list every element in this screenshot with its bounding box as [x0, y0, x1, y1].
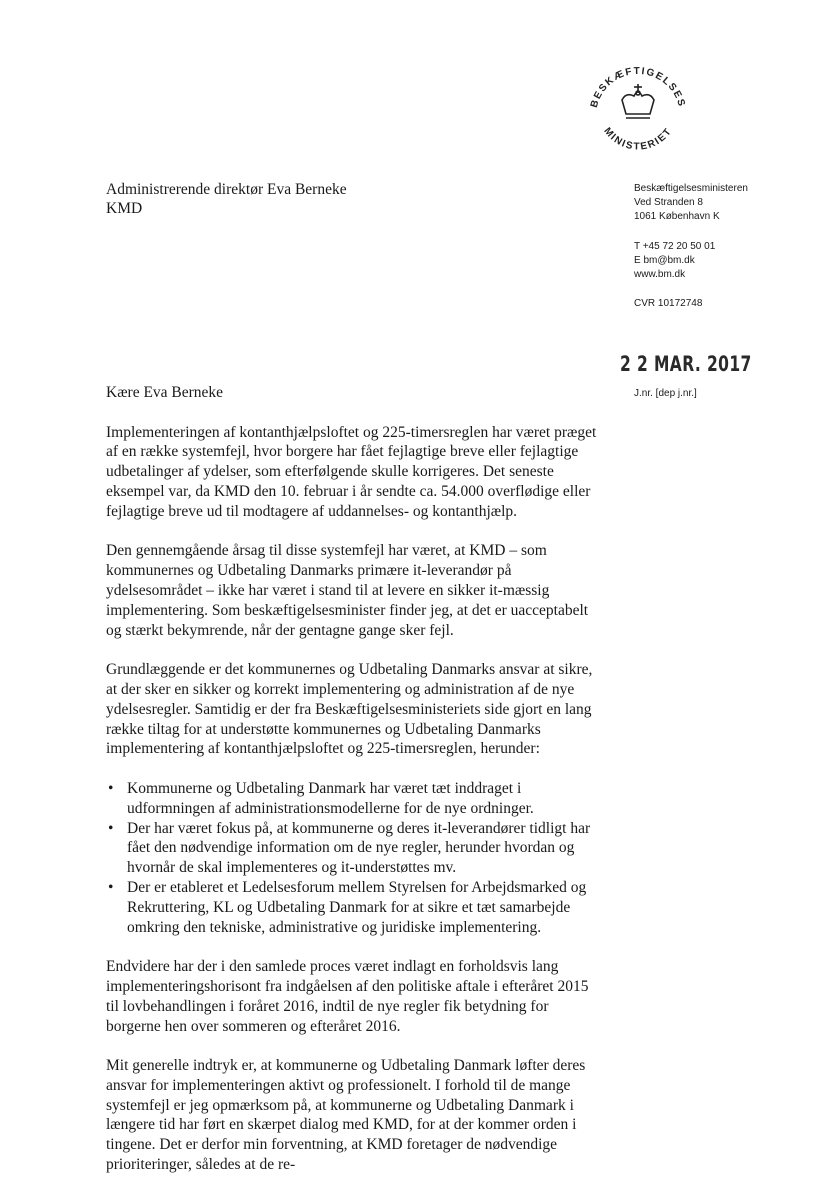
- seal-text-bottom: MINISTERIET: [601, 125, 675, 153]
- seal-text-top: BESKÆFTIGELSES: [588, 65, 688, 109]
- list-item: [106, 878, 602, 937]
- addressee-block: [106, 180, 347, 218]
- list-item-text: Der er etableret et Ledelsesforum mellem Styrelsen for Arbejdsmarked og Rekruttering, KL og Udbetaling Danmark for at sikre et tæt samarbejde omkring den tekniske, administrative og juridiske implementering.: [127, 878, 587, 936]
- ministry-seal: [582, 56, 694, 168]
- sender-name: Beskæftigelsesministeren: [634, 183, 748, 194]
- bullet-icon: •: [108, 819, 114, 837]
- paragraph-3: Grundlæggende er det kommunernes og Udbetaling Danmarks ansvar at sikre, at der sker en sikker og korrekt implementering og administration af de nye ydelsesregler. Samtidig er der fra Beskæftigelsesministeriets side gjort en lang række tiltag for at understøtte kommunernes og Udbetaling Danmarks implementering af kontanthjælpsloftet og 225-timersreglen, herunder:: [106, 661, 593, 758]
- sender-web: www.bm.dk: [634, 269, 686, 281]
- crown-icon: [582, 56, 694, 168]
- addressee-name: Administrerende direktør Eva Berneke: [106, 181, 347, 198]
- date-stamp: 2 2 MAR. 2017: [620, 352, 752, 376]
- list-item-text: Kommunerne og Udbetaling Danmark har været tæt inddraget i udformningen af administrationsmodellerne for de nye ordninger.: [127, 779, 534, 817]
- sender-street: Ved Stranden 8: [634, 197, 703, 209]
- paragraph-1: Implementeringen af kontanthjælpsloftet og 225-timersreglen har været præget af en række systemfejl, hvor borgere har fået fejlagtige breve eller fejlagtige udbetalinger af ydelser, som efterfølgende skulle korrigeres. Det seneste eksempel var, da KMD den 10. februar i år sendte ca. 54.000 overflødige eller fejlagtige breve ud til modtagere af uddannelses- og kontanthjælp.: [106, 423, 597, 520]
- svg-text:MINISTERIET: [601, 126, 674, 153]
- list-item-text: Der har været fokus på, at kommunerne og deres it-leverandører tidligt har fået den nødvendige information om de nye regler, herunder hvordan og hvornår de skal implementeres og it-understøttes mv.: [127, 819, 591, 877]
- bullet-icon: •: [108, 779, 114, 797]
- sender-phone: T +45 72 20 50 01: [634, 240, 716, 252]
- paragraph-2: Den gennemgående årsag til disse systemfejl har været, at KMD – som kommunernes og Udbetaling Danmarks primære it-leverandør på ydelsesområdet – ikke har været i stand til at levere en sikker it-mæssig implementering. Som beskæftigelsesminister finder jeg, at det er uacceptabelt og stærkt bekymrende, når der gentagne gange sker fejl.: [106, 542, 589, 639]
- sender-email: E bm@bm.dk: [634, 254, 695, 266]
- bullet-list: [106, 779, 602, 937]
- sender-info: [634, 182, 814, 311]
- salutation: Kære Eva Berneke: [106, 384, 224, 401]
- paragraph-4: Endvidere har der i den samlede proces været indlagt en forholdsvis lang implementeringshorisont fra indgåelsen af den politiske aftale i efteråret 2015 til lovbehandlingen i foråret 2016, indtil de nye regler fik betydning for borgerne hen over sommeren og efteråret 2016.: [106, 958, 589, 1035]
- journal-number: J.nr. [dep j.nr.]: [634, 388, 697, 399]
- bullet-icon: •: [108, 878, 114, 896]
- paragraph-5: Mit generelle indtryk er, at kommunerne og Udbetaling Danmark løfter deres ansvar for implementeringen aktivt og professionelt. I forhold til de mange systemfejl er jeg opmærksom på, at kommunerne og Udbetaling Danmark i længere tid har ført en skærpet dialog med KMD, for at der kommer orden i tingene. Det er derfor min forventning, at KMD foretager de nødvendige prioriteringer, således at de re-: [106, 1057, 586, 1174]
- sender-city: 1061 København K: [634, 211, 720, 223]
- addressee-company: KMD: [106, 200, 143, 217]
- list-item: [106, 779, 602, 819]
- list-item: [106, 819, 602, 878]
- letter-body: [106, 383, 602, 1195]
- sender-cvr: CVR 10172748: [634, 298, 703, 310]
